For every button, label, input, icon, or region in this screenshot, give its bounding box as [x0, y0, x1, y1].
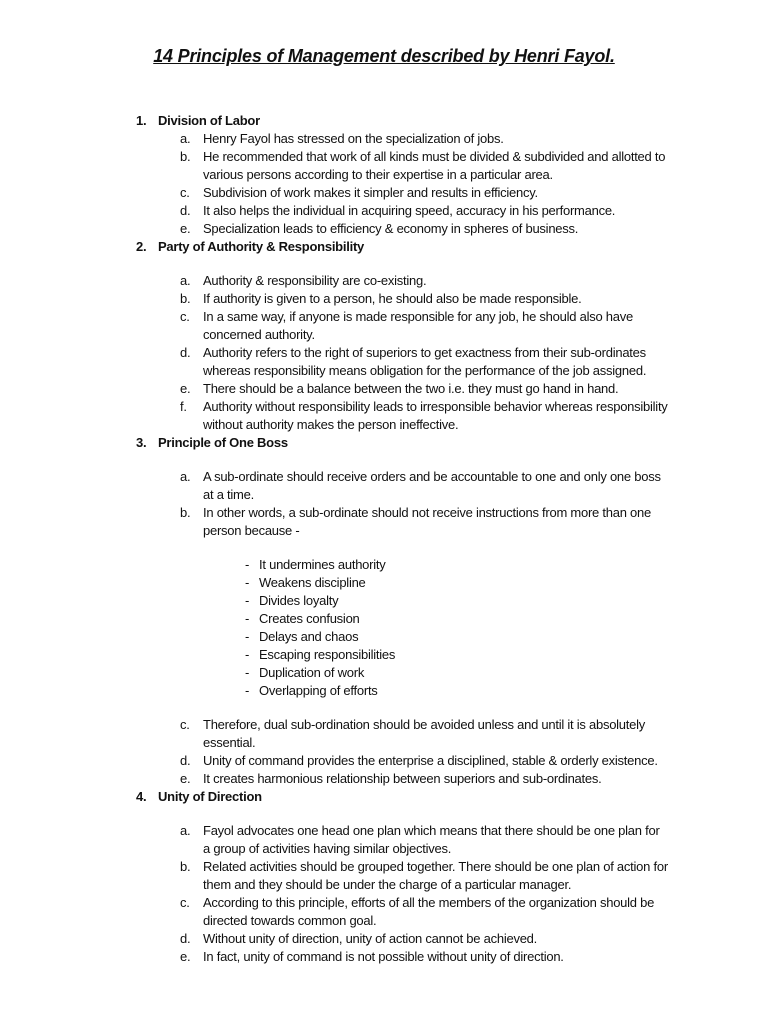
dash-item-text: It undermines authority: [259, 557, 386, 572]
item-text: Authority refers to the right of superiors to get exactness from their sub-ordinates whereas responsibility means obligation for the performance of the job assigned.: [203, 345, 647, 378]
item-letter: b.: [180, 291, 191, 306]
item-text: Henry Fayol has stressed on the specialization of jobs.: [203, 131, 504, 146]
list-item: [0, 148, 768, 184]
item-letter: c.: [180, 185, 190, 200]
section-1: [0, 112, 768, 238]
list-item: [0, 220, 768, 238]
item-letter: d.: [180, 345, 191, 360]
dash-bullet: -: [245, 647, 250, 662]
list-item: [0, 858, 768, 894]
item-letter: e.: [180, 949, 191, 964]
list-item: [0, 202, 768, 220]
dash-bullet: -: [245, 629, 250, 644]
item-text: A sub-ordinate should receive orders and be accountable to one and only one boss at a time.: [203, 469, 661, 502]
item-text: Subdivision of work makes it simpler and results in efficiency.: [203, 185, 538, 200]
section-heading: [0, 112, 768, 130]
list-item: [0, 290, 768, 308]
item-letter: c.: [180, 309, 190, 324]
section-heading: [0, 788, 768, 806]
section-heading-text: Unity of Direction: [158, 789, 262, 804]
item-text: Specialization leads to efficiency & economy in spheres of business.: [203, 221, 579, 236]
document-body: [0, 112, 768, 966]
item-text: There should be a balance between the two i.e. they must go hand in hand.: [203, 381, 619, 396]
dash-bullet: -: [245, 683, 250, 698]
dash-list: [0, 556, 768, 700]
item-letter: a.: [180, 469, 191, 484]
dash-item-text: Escaping responsibilities: [259, 647, 396, 662]
dash-bullet: -: [245, 593, 250, 608]
list-item: [0, 380, 768, 398]
dash-bullet: -: [245, 665, 250, 680]
item-text: Unity of command provides the enterprise a disciplined, stable & orderly existence.: [203, 753, 658, 768]
section-number: 3.: [136, 435, 147, 450]
list-item: [0, 752, 768, 770]
dash-item: [0, 646, 768, 664]
section-4: [0, 788, 768, 966]
item-letter: e.: [180, 771, 191, 786]
item-text: If authority is given to a person, he should also be made responsible.: [203, 291, 582, 306]
dash-item-text: Creates confusion: [259, 611, 360, 626]
item-text: Authority & responsibility are co-existing.: [203, 273, 427, 288]
list-item: [0, 130, 768, 148]
item-letter: a.: [180, 823, 191, 838]
dash-bullet: -: [245, 611, 250, 626]
item-text: Without unity of direction, unity of action cannot be achieved.: [203, 931, 538, 946]
item-text: It creates harmonious relationship between superiors and sub-ordinates.: [203, 771, 602, 786]
item-text: In a same way, if anyone is made responsible for any job, he should also have concerned authority.: [203, 309, 633, 342]
section-heading: [0, 238, 768, 256]
dash-item: [0, 556, 768, 574]
dash-item: [0, 610, 768, 628]
list-item: [0, 308, 768, 344]
item-letter: d.: [180, 931, 191, 946]
item-text: Authority without responsibility leads to irresponsible behavior whereas responsibility without authority makes the person ineffective.: [203, 399, 668, 432]
dash-item: [0, 592, 768, 610]
dash-item: [0, 628, 768, 646]
section-heading-text: Principle of One Boss: [158, 435, 288, 450]
list-item: [0, 894, 768, 930]
section-3: [0, 434, 768, 788]
list-item: [0, 822, 768, 858]
item-letter: b.: [180, 149, 191, 164]
dash-item: [0, 664, 768, 682]
item-letter: f.: [180, 399, 187, 414]
section-heading: [0, 434, 768, 452]
dash-item: [0, 682, 768, 700]
list-item: [0, 398, 768, 434]
section-heading-text: Division of Labor: [158, 113, 260, 128]
dash-bullet: -: [245, 575, 250, 590]
item-letter: d.: [180, 203, 191, 218]
list-item: [0, 468, 768, 504]
item-letter: b.: [180, 859, 191, 874]
dash-item-text: Duplication of work: [259, 665, 365, 680]
item-letter: d.: [180, 753, 191, 768]
dash-item-text: Delays and chaos: [259, 629, 359, 644]
section-heading-text: Party of Authority & Responsibility: [158, 239, 365, 254]
list-item: [0, 930, 768, 948]
item-text: Therefore, dual sub-ordination should be avoided unless and until it is absolutely essential.: [203, 717, 646, 750]
spacer: [0, 452, 768, 468]
item-text: He recommended that work of all kinds must be divided & subdivided and allotted to various persons according to their expertise in a particular area.: [203, 149, 666, 182]
item-text: In other words, a sub-ordinate should not receive instructions from more than one person because -: [203, 505, 651, 538]
section-number: 2.: [136, 239, 147, 254]
list-item: [0, 770, 768, 788]
item-text: According to this principle, efforts of all the members of the organization should be directed towards common goal.: [203, 895, 655, 928]
item-text: It also helps the individual in acquiring speed, accuracy in his performance.: [203, 203, 616, 218]
dash-item: [0, 574, 768, 592]
section-number: 1.: [136, 113, 147, 128]
list-item: [0, 272, 768, 290]
dash-bullet: -: [245, 557, 250, 572]
list-item: [0, 948, 768, 966]
item-letter: b.: [180, 505, 191, 520]
item-letter: e.: [180, 381, 191, 396]
item-letter: c.: [180, 895, 190, 910]
dash-item-text: Divides loyalty: [259, 593, 339, 608]
section-number: 4.: [136, 789, 147, 804]
list-item: [0, 344, 768, 380]
dash-item-text: Overlapping of efforts: [259, 683, 378, 698]
item-letter: a.: [180, 273, 191, 288]
list-item: [0, 716, 768, 752]
section-2: [0, 238, 768, 434]
item-letter: e.: [180, 221, 191, 236]
item-letter: c.: [180, 717, 190, 732]
spacer: [0, 806, 768, 822]
item-text: Fayol advocates one head one plan which means that there should be one plan for a group of activities having similar objectives.: [203, 823, 660, 856]
spacer: [0, 256, 768, 272]
item-text: Related activities should be grouped together. There should be one plan of action for them and they should be under the charge of a particular manager.: [203, 859, 668, 892]
document-title: 14 Principles of Management described by Henri Fayol.: [153, 46, 615, 66]
list-item: [0, 504, 768, 540]
item-letter: a.: [180, 131, 191, 146]
item-text: In fact, unity of command is not possible without unity of direction.: [203, 949, 564, 964]
list-item: [0, 184, 768, 202]
dash-item-text: Weakens discipline: [259, 575, 366, 590]
